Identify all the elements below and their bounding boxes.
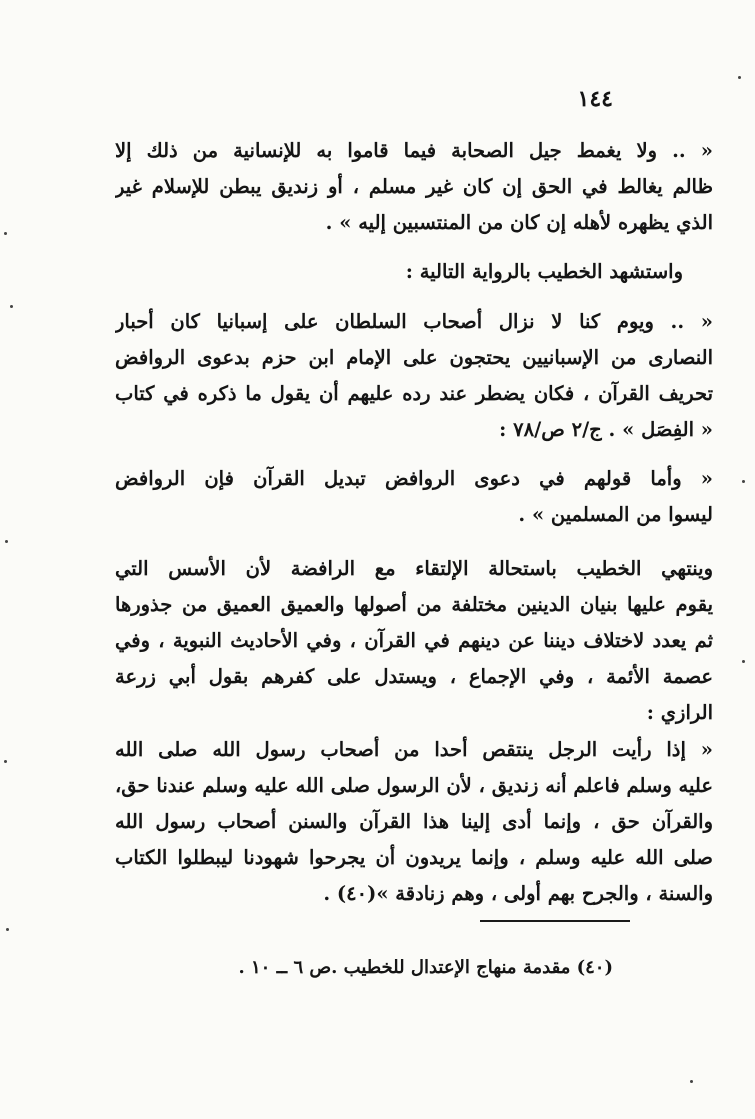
text-line: والقرآن حق ، وإنما أدى إلينا هذا القرآن والسنن أصحاب رسول الله	[115, 810, 713, 833]
text-line: صلى الله عليه وسلم ، وإنما يريدون أن يجرحوا شهودنا ليبطلوا الكتاب	[115, 846, 713, 869]
scan-speck	[690, 1080, 693, 1083]
page-number: ١٤٤	[577, 86, 613, 112]
text-line: « .. ولا يغمط جيل الصحابة فيما قاموا به للإنسانية من ذلك إلا	[115, 139, 713, 162]
scan-speck	[4, 760, 7, 763]
text-line: « الفِصَل » . ج/٢ ص/٧٨ :	[499, 418, 713, 441]
text-line: عليه وسلم فاعلم أنه زنديق ، لأن الرسول صلى الله عليه وسلم عندنا حق،	[115, 774, 713, 797]
scan-speck	[742, 480, 745, 483]
text-line: ثم يعدد لاختلاف ديننا عن دينهم في القرآن ، وفي الأحاديث النبوية ، وفي	[115, 629, 713, 652]
text-line: « إذا رأيت الرجل ينتقص أحدا من أصحاب رسول الله صلى الله	[115, 738, 713, 761]
text-line: الرازي :	[646, 701, 713, 724]
text-line: تحريف القرآن ، فكان يضطر عند رده عليهم أن يقول ما ذكره في كتاب	[115, 382, 713, 405]
scan-speck	[10, 305, 13, 308]
text-line: الذي يظهره لأهله إن كان من المنتسبين إليه » .	[325, 211, 713, 234]
scan-speck	[4, 232, 7, 235]
text-line: وينتهي الخطيب باستحالة الإلتقاء مع الرافضة لأن الأسس التي	[115, 557, 713, 580]
text-line: « وأما قولهم في دعوى الروافض تبديل القرآن فإن الروافض	[115, 467, 713, 490]
scan-speck	[742, 660, 745, 663]
scan-speck	[738, 76, 741, 79]
text-line: واستشهد الخطيب بالرواية التالية :	[405, 260, 683, 283]
text-line: « .. ويوم كنا لا نزال أصحاب السلطان على إسبانيا كان أحبار	[115, 310, 713, 333]
text-line: يقوم عليها بنيان الدينين مختلفة من أصولها والعميق العميق من جذورها	[115, 593, 713, 616]
text-line: النصارى من الإسبانيين يحتجون على الإمام ابن حزم بدعوى الروافض	[115, 346, 713, 369]
scan-speck	[5, 540, 8, 543]
footnote: (٤٠) مقدمة منهاج الإعتدال للخطيب .ص ٦ ــ ١٠ .	[238, 957, 613, 978]
text-line: عصمة الأئمة ، وفي الإجماع ، ويستدل على كفرهم بقول أبي زرعة	[115, 665, 713, 688]
footnote-divider	[480, 920, 630, 922]
text-line: والسنة ، والجرح بهم أولى ، وهم زنادقة »(٤٠) .	[323, 882, 713, 905]
text-line: ظالم يغالط في الحق إن كان غير مسلم ، أو زنديق يبطن للإسلام غير	[115, 175, 713, 198]
text-line: ليسوا من المسلمين » .	[518, 503, 713, 526]
scan-speck	[6, 928, 9, 931]
